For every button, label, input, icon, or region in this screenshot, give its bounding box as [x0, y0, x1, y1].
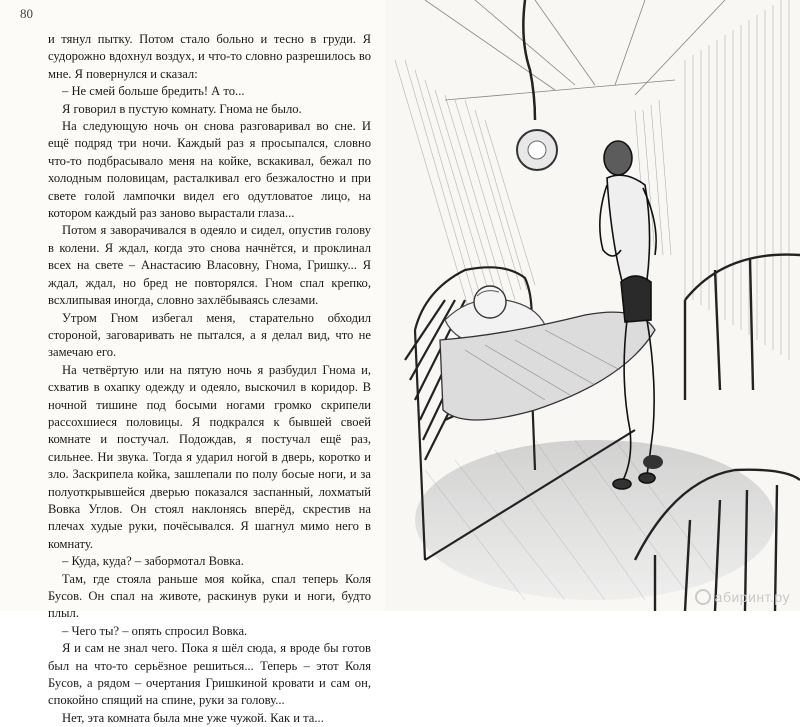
body-text	[48, 31, 371, 727]
paragraph: Нет, эта комната была мне уже чужой. Как и та...	[62, 710, 324, 725]
paragraph: – Куда, куда? – забормотал Вовка.	[62, 554, 244, 569]
paragraph: Я и сам не знал чего. Пока я шёл сюда, я вроде бы готов был на что-то серьёзное решиться... Теперь – этот Коля Бусов, а рядом – очертания Гришкиной кровати и сам он, спокойно спящий на спине, руки за голову...	[48, 641, 371, 708]
labirint-logo-icon	[695, 589, 711, 605]
paragraph: Потом я заворачивался в одеяло и сидел, опустив голову в колени. Я ждал, когда это снова начнётся, и проклинал всех на свете – Анастасию Власовну, Гнома, Гришку... Я ждал, ждал, но бред не повторялся. Гном спал крепко, всхлипывая иногда, словно захлёбываясь слезами.	[48, 223, 371, 308]
paragraph: На четвёртую или на пятую ночь я разбудил Гнома и, схватив в охапку одежду и одеяло, выскочил в коридор. В ночной тишине под босыми ногами громко скрипели рассохшиеся половицы. Я подкрался к бывшей своей комнате и постучал. Подождав, я постучал ещё раз, сильнее. Ни звука. Тогда я ударил ногой в дверь, коротко и зло. Заскрипела койка, зашлепали по полу босые ноги, и за полуоткрывшейся дверью показался заспанный, лохматый Вовка Углов. Он стоял наклонясь вперёд, скрестив на плечах худые руки, почёсывался. Я шагнул мимо него в комнату.	[48, 362, 371, 551]
paragraph: На следующую ночь он снова разговаривал во сне. И ещё подряд три ночи. Каждый раз я просыпался, словно что-то подбрасывало меня на койке, вскакивал, бежал по холодным половицам, расталкивал его безжалостно и при свете голой лампочки видел его одутловатое лицо, на котором каждый раз заново вырастали глаза...	[48, 119, 371, 221]
watermark	[695, 589, 790, 605]
paragraph: Там, где стояла раньше моя койка, спал теперь Коля Бусов. Он спал на животе, раскинув руки и ноги, будто плыл.	[48, 571, 371, 621]
paragraph: Я говорил в пустую комнату. Гнома не было.	[62, 101, 302, 116]
paragraph: – Чего ты? – опять спросил Вовка.	[62, 623, 248, 638]
page-number: 80	[20, 6, 33, 21]
shoes	[643, 455, 663, 469]
pencil-illustration	[385, 0, 800, 611]
watermark-text: абиринт.ру	[714, 589, 790, 605]
paragraph: – Не смей больше бредить! А то...	[62, 84, 245, 99]
left-page	[0, 0, 385, 725]
paragraph: и тянул пытку. Потом стало больно и тесно в груди. Я судорожно вдохнул воздух, и что-то словно разрешилось во мне. Я повернулся и сказал:	[48, 32, 371, 81]
paragraph: Утром Гном избегал меня, старательно обходил стороной, заговаривать не пытался, а я делал вид, что не замечаю его.	[48, 310, 371, 360]
illustration-page	[385, 0, 800, 611]
floor	[415, 440, 775, 600]
